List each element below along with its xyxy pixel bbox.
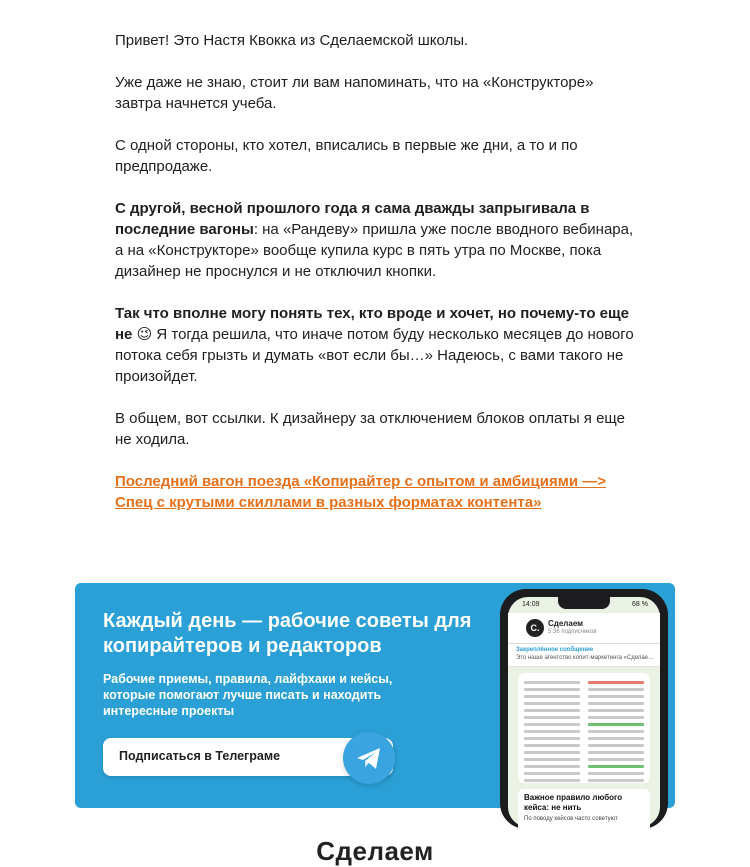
subscribe-label: Подписаться в Телеграме [119, 749, 281, 763]
reminder-paragraph: Уже даже не знаю, стоит ли вам напоминать, что на «Конструкторе» завтра начнется учеба. [115, 74, 594, 112]
pinned-title: Закреплённое сообщение [516, 647, 594, 653]
greeting-paragraph: Привет! Это Настя Квокка из Сделаемской школы. [115, 32, 469, 49]
phone-screen [508, 597, 660, 827]
post-column-right [588, 681, 644, 786]
post-message [518, 789, 650, 829]
wink-emoji-icon: 😉 [136, 326, 153, 343]
understand-bold: Так что вполне могу понять тех, кто вроде и хочет, но почему-то еще не [115, 305, 629, 343]
other-side-bold: С другой, весной прошлого года я сама дважды запрыгивала в последние вагоны [115, 200, 590, 238]
channel-avatar: С. [526, 619, 544, 637]
post-image-card [518, 673, 650, 783]
telegram-plane-icon[interactable] [343, 732, 395, 784]
phone-chat-header [508, 613, 660, 644]
understand-rest: Я тогда решила, что иначе потом буду несколько месяцев до нового потока себя грызть и думать «вот если бы…» Надеюсь, с вами такого не произойдет. [115, 326, 634, 385]
phone-mockup [500, 589, 668, 829]
banner-title: Каждый день — рабочие советы для копирайтеров и редакторов [103, 610, 472, 657]
telegram-banner[interactable] [75, 583, 675, 822]
post-column-left [524, 681, 580, 786]
links-paragraph: В общем, вот ссылки. К дизайнеру за отключением блоков оплаты я еще не ходила. [115, 410, 625, 448]
cta-paragraph [115, 471, 635, 513]
one-side-paragraph: С одной стороны, кто хотел, вписались в первые же дни, а то и по предпродаже. [115, 137, 578, 175]
post-title: Важное правило любого кейса: не нить [524, 793, 623, 812]
phone-time: 14:09 [522, 601, 540, 608]
other-side-rest: : на «Рандеву» пришла уже после вводного вебинара, а на «Конструкторе» вообще купила курс в пять утра по Москве, пока дизайнер не проснулся и не отключил кнопки. [115, 221, 634, 280]
understand-paragraph [115, 303, 635, 387]
channel-subscribers: 5 36 подписчиков [548, 629, 597, 635]
post-text: По поводу кейсов часто советуют [524, 816, 618, 822]
phone-notch [558, 597, 610, 609]
last-wagon-link[interactable]: Последний вагон поезда «Копирайтер с опытом и амбициями —> Спец с крутыми скиллами в разных форматах контента» [115, 473, 606, 511]
other-side-paragraph [115, 198, 635, 282]
banner-subtitle: Рабочие приемы, правила, лайфхаки и кейсы, которые помогают лучше писать и находить интересные проекты [103, 672, 393, 718]
email-body [115, 30, 635, 534]
channel-name: Сделаем [548, 619, 584, 628]
phone-battery: 68 % [632, 601, 648, 608]
pinned-message [508, 644, 660, 667]
pinned-text: Это наше агентство копит-маркетинга «Сделае… [516, 655, 655, 661]
brand-logo: Сделаем [316, 836, 434, 866]
